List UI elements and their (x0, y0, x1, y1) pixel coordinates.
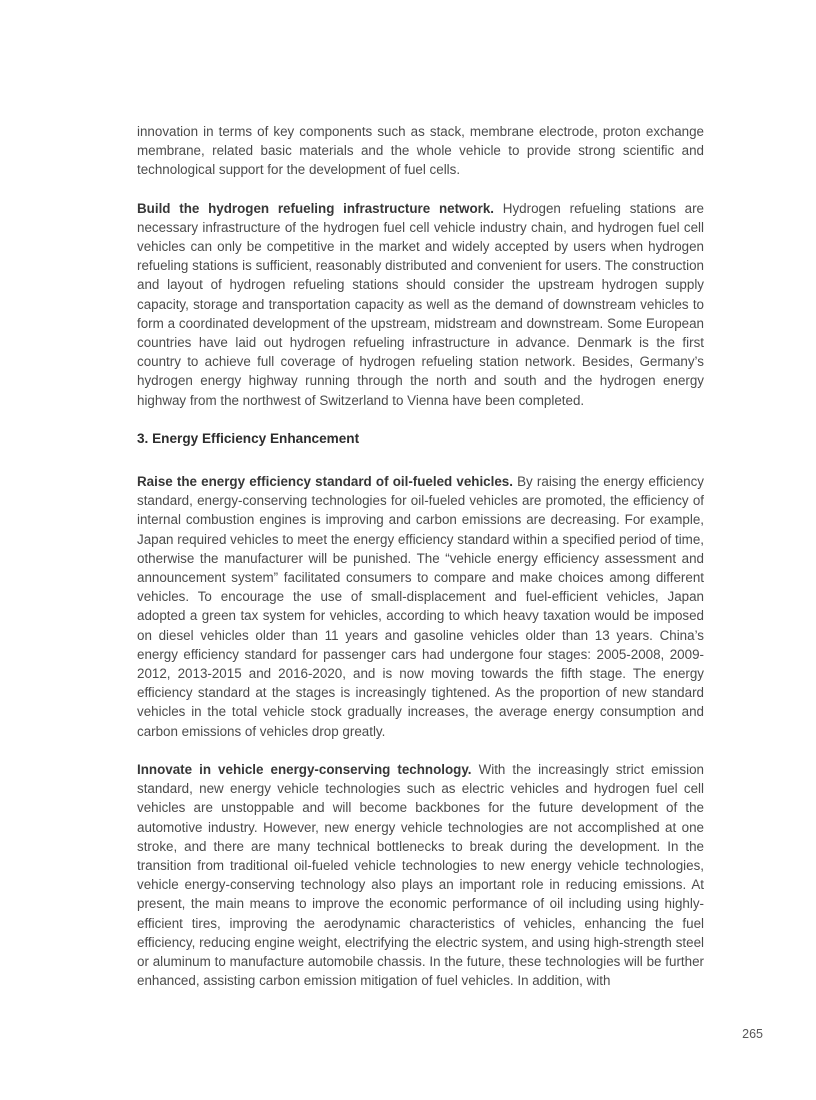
paragraph-lead: Innovate in vehicle energy-conserving technology. (137, 761, 472, 777)
paragraph (137, 472, 704, 741)
paragraph (137, 122, 704, 180)
paragraph-text: With the increasingly strict emission standard, new energy vehicle technologies such as electric vehicles and hydrogen fuel cell vehicles are unstoppable and will become backbones for the future development of the automotive industry. However, new energy vehicle technologies are not accomplished at one stroke, and there are many technical bottlenecks to break during the development. In the transition from traditional oil-fueled vehicle technologies to new energy vehicle technologies, vehicle energy-conserving technology also plays an important role in reducing emissions. At present, the main means to improve the economic performance of oil including using highly-efficient tires, improving the aerodynamic characteristics of vehicles, enhancing the fuel efficiency, reducing engine weight, electrifying the electric system, and using high-strength steel or aluminum to manufacture automobile chassis. In the future, these technologies will be further enhanced, assisting carbon emission mitigation of fuel vehicles. In addition, with (137, 761, 704, 989)
page-number: 265 (742, 1027, 763, 1041)
paragraph-lead: Build the hydrogen refueling infrastructure network. (137, 200, 495, 216)
paragraph-text: By raising the energy efficiency standard, energy-conserving technologies for oil-fueled vehicles are promoted, the efficiency of internal combustion engines is improving and carbon emissions are decreasing. For example, Japan required vehicles to meet the energy efficiency standard within a specified period of time, otherwise the manufacturer will be punished. The “vehicle energy efficiency assessment and announcement system” facilitated consumers to compare and make choices among different vehicles. To encourage the use of small-displacement and fuel-efficient vehicles, Japan adopted a green tax system for vehicles, according to which heavy taxation would be imposed on diesel vehicles older than 11 years and gasoline vehicles older than 13 years. China’s energy efficiency standard for passenger cars had undergone four stages: 2005-2008, 2009-2012, 2013-2015 and 2016-2020, and is now moving towards the fifth stage. The energy efficiency standard at the stages is increasingly tightened. As the proportion of new standard vehicles in the total vehicle stock gradually increases, the average energy consumption and carbon emissions of vehicles drop greatly. (137, 474, 704, 739)
paragraph (137, 760, 704, 990)
paragraph-text: Hydrogen refueling stations are necessary infrastructure of the hydrogen fuel cell vehicle industry chain, and hydrogen fuel cell vehicles can only be competitive in the market and widely accepted by users when hydrogen refueling stations is sufficient, reasonably distributed and convenient for users. The construction and layout of hydrogen refueling stations should consider the upstream hydrogen supply capacity, storage and transportation capacity as well as the demand of downstream vehicles to form a coordinated development of the upstream, midstream and downstream. Some European countries have laid out hydrogen refueling infrastructure in advance. Denmark is the first country to achieve full coverage of hydrogen refueling station network. Besides, Germany’s hydrogen energy highway running through the north and south and the hydrogen energy highway from the northwest of Switzerland to Vienna have been completed. (137, 200, 705, 408)
paragraph-text: innovation in terms of key components such as stack, membrane electrode, proton exchange membrane, related basic materials and the whole vehicle to provide strong scientific and technological support for the development of fuel cells. (137, 124, 704, 178)
section-heading: 3. Energy Efficiency Enhancement (137, 430, 360, 446)
text-column (137, 122, 704, 1009)
paragraph (137, 199, 704, 410)
paragraph-lead: Raise the energy efficiency standard of oil-fueled vehicles. (137, 474, 513, 490)
